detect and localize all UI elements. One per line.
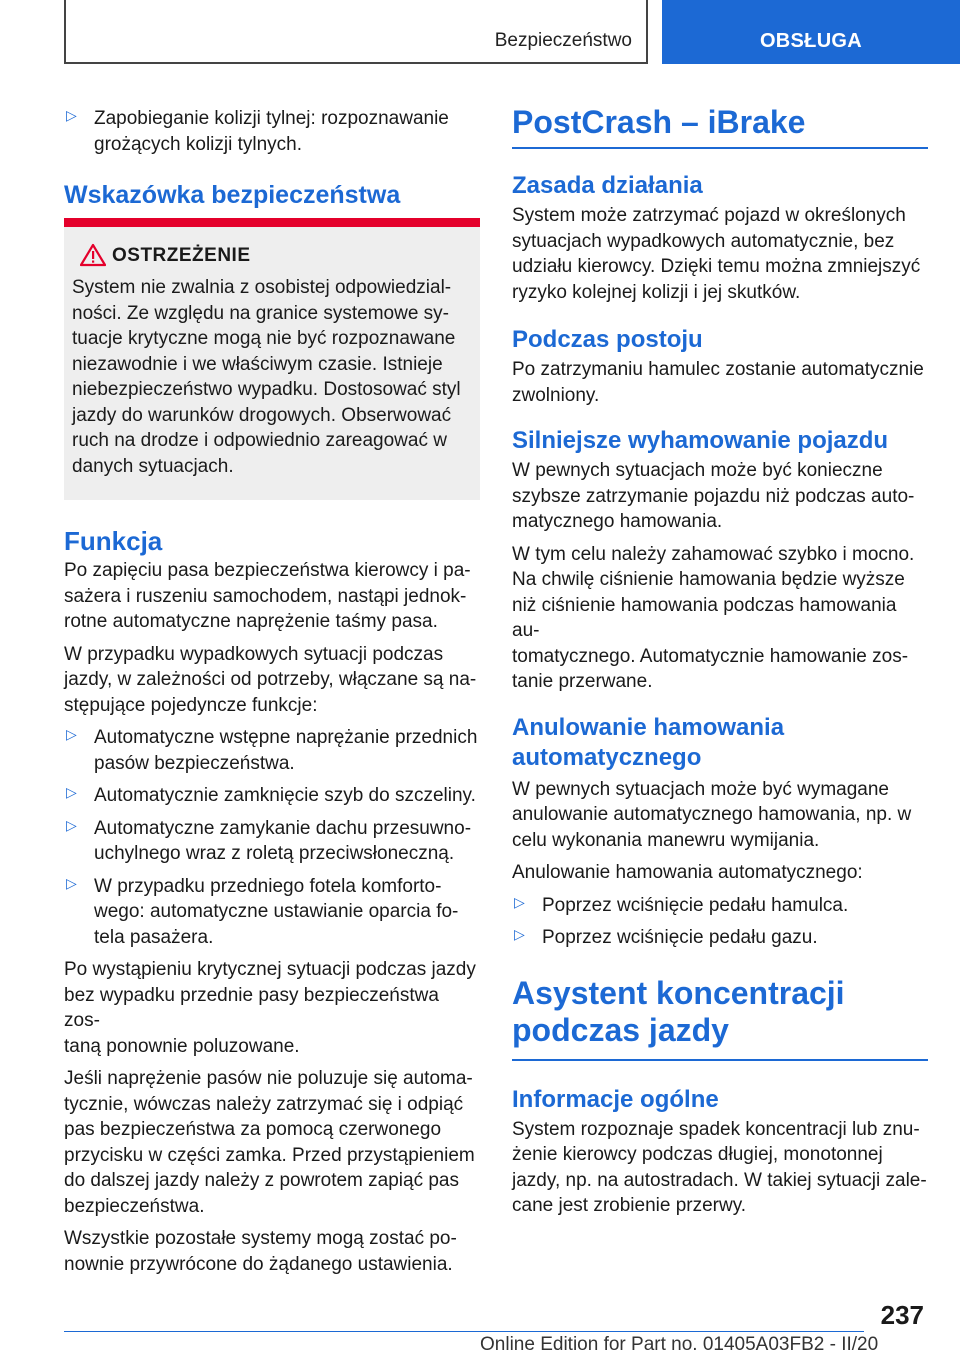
- right-column: [512, 104, 928, 1219]
- text-line: udziału kierowcy. Dzięki temu można zmniejszyć: [512, 256, 921, 277]
- text-line: tomatycznego. Automatycznie hamowanie zos-: [512, 645, 909, 667]
- text-line: Na chwilę ciśnienie hamowania będzie wyższe: [512, 569, 905, 590]
- text-line: celu wykonania manewru wymijania.: [512, 829, 820, 851]
- text-line: pasów bezpieczeństwa.: [94, 752, 295, 774]
- function-paragraph-3: [64, 957, 480, 1059]
- text-line: W pewnych sytuacjach może być konieczne: [512, 460, 883, 481]
- bullet-triangle-icon: ▷: [66, 874, 77, 891]
- text-line: Po wystąpieniu krytycznej sytuacji podczas jazdy: [64, 959, 476, 980]
- bullet-triangle-icon: ▷: [66, 726, 77, 742]
- postcrash-title: PostCrash – iBrake: [512, 104, 806, 140]
- warning-line: niezawodnie i we właściwym czasie. Istnieje: [72, 353, 443, 375]
- list-item: [64, 783, 480, 809]
- text-line: zwolniony.: [512, 384, 600, 406]
- text-line: jazdy, np. na autostradach. W takiej sytuacji zale-: [512, 1169, 927, 1191]
- text-line: sytuacjach wypadkowych automatycznie, bez: [512, 230, 895, 252]
- stronger-heading: Silniejsze wyhamowanie pojazdu: [512, 427, 889, 454]
- text-line: jazdy, w zależności od potrzeby, włączane są na-: [64, 669, 477, 690]
- list-item: [64, 816, 480, 867]
- text-line: Automatycznie zamknięcie szyb do szczeliny.: [94, 785, 476, 806]
- general-heading: Informacje ogólne: [512, 1085, 719, 1113]
- text-line: ryzyko kolejnej kolizji i jej skutków.: [512, 281, 801, 303]
- text-line: niż ciśnienie hamowania podczas hamowania au-: [512, 594, 897, 641]
- warning-line: jazdy do warunków drogowych. Obserwować: [72, 404, 452, 426]
- text-line: anulowanie automatycznego hamowania, np. w: [512, 804, 912, 825]
- text-line: tanie przerwane.: [512, 671, 653, 692]
- bullet-triangle-icon: ▷: [514, 926, 525, 942]
- warning-text: [72, 275, 472, 479]
- text-line: szybsze zatrzymanie pojazdu niż podczas auto-: [512, 485, 915, 507]
- title-rule: [512, 1059, 928, 1061]
- list-item: [512, 925, 928, 951]
- list-item: [512, 893, 928, 919]
- list-item: [64, 725, 480, 776]
- stronger-paragraph-2: [512, 542, 928, 695]
- text-line: przycisku w części zamka. Przed przystąpieniem: [64, 1144, 475, 1166]
- text-line: sażera i ruszeniu samochodem, nastąpi jednok-: [64, 585, 467, 607]
- principle-paragraph: [512, 203, 928, 305]
- text-line: Jeśli naprężenie pasów nie poluzuje się automa-: [64, 1068, 473, 1089]
- text-line: wego: automatyczne ustawianie oparcia fo-: [94, 901, 459, 922]
- warning-triangle-icon: [80, 243, 106, 273]
- text-line: rotne automatyczne naprężenie taśmy pasa.: [64, 611, 438, 632]
- text-line: taną ponownie poluzowane.: [64, 1035, 300, 1057]
- bullet-triangle-icon: ▷: [66, 107, 77, 123]
- text-line: Wszystkie pozostałe systemy mogą zostać po-: [64, 1228, 457, 1249]
- text-line: System rozpoznaje spadek koncentracji lub znu-: [512, 1118, 920, 1140]
- intro-bullet-text: Zapobieganie kolizji tylnej: rozpoznawanie grożących kolizji tylnych.: [94, 108, 449, 155]
- text-line: W tym celu należy zahamować szybko i mocno.: [512, 543, 915, 565]
- standstill-heading: Podczas postoju: [512, 326, 703, 353]
- function-paragraph-2: [64, 642, 480, 719]
- footer-edition: Online Edition for Part no. 01405A03FB2 - II/20: [480, 1334, 879, 1355]
- function-heading: Funkcja: [64, 526, 163, 556]
- header-frame: [64, 0, 648, 64]
- warning-line: System nie zwalnia z osobistej odpowiedzial-: [72, 277, 452, 298]
- text-line: do dalszej jazdy należy z powrotem zapiąć pas: [64, 1170, 459, 1191]
- text-line: stępujące pojedyncze funkcje:: [64, 694, 318, 716]
- warning-line: tuacje krytyczne mogą nie być rozpoznawane: [72, 328, 456, 349]
- text-line: tycznie, wówczas należy zatrzymać się i odpiąć: [64, 1093, 464, 1115]
- title-rule: [512, 147, 928, 149]
- warning-line: ności. Ze względu na granice systemowe sy-: [72, 302, 449, 324]
- attention-title: [512, 975, 928, 1049]
- function-paragraph-4: [64, 1066, 480, 1219]
- text-line: Po zapięciu pasa bezpieczeństwa kierowcy i pa-: [64, 560, 471, 581]
- text-line: Po zatrzymaniu hamulec zostanie automatycznie: [512, 359, 924, 380]
- text-line: bez wypadku przednie pasy bezpieczeństwa zos-: [64, 984, 439, 1031]
- warning-line: niebezpieczeństwo wypadku. Dostosować styl: [72, 379, 461, 400]
- warning-stripe: [64, 218, 480, 222]
- text-line: pas bezpieczeństwa za pomocą czerwonego: [64, 1119, 442, 1140]
- warning-line: danych sytuacjach.: [72, 455, 234, 477]
- stronger-paragraph-1: [512, 458, 928, 535]
- safety-heading: Wskazówka bezpieczeństwa: [64, 181, 401, 209]
- text-line: W przypadku przedniego fotela komforto-: [94, 875, 442, 897]
- list-item: [64, 106, 510, 157]
- footer-rule: [64, 1331, 864, 1332]
- text-line: cane jest zrobienie przerwy.: [512, 1195, 747, 1216]
- bullet-triangle-icon: ▷: [514, 893, 525, 910]
- cancel-heading: [512, 713, 928, 773]
- text-line: W przypadku wypadkowych sytuacji podczas: [64, 643, 444, 665]
- cancel-paragraph-1: [512, 777, 928, 854]
- header-tab-obsluga: OBSŁUGA: [662, 0, 960, 64]
- list-item: [64, 874, 480, 951]
- principle-heading: Zasada działania: [512, 172, 703, 199]
- text-line: nownie przywrócone do żądanego ustawienia.: [64, 1253, 453, 1275]
- text-line: matycznego hamowania.: [512, 511, 723, 532]
- text-line: System może zatrzymać pojazd w określonych: [512, 205, 906, 226]
- text-line: bezpieczeństwa.: [64, 1195, 205, 1217]
- warning-box: [64, 222, 480, 500]
- cancel-paragraph-2: Anulowanie hamowania automatycznego:: [512, 862, 863, 883]
- text-line: Automatyczne zamykanie dachu przesuwno-: [94, 817, 472, 839]
- function-paragraph-1: [64, 558, 480, 635]
- function-paragraph-5: [64, 1226, 480, 1277]
- header-section-title: Bezpieczeństwo: [494, 30, 632, 51]
- text-line: tela pasażera.: [94, 926, 214, 948]
- heading-line: podczas jazdy: [512, 1011, 729, 1048]
- function-section: [64, 526, 480, 1277]
- warning-title: OSTRZEŻENIE: [112, 245, 251, 266]
- page-number: 237: [880, 1300, 924, 1330]
- heading-line: Asystent koncentracji: [512, 974, 845, 1011]
- warning-title-row: [72, 245, 472, 275]
- heading-line: Anulowanie hamowania: [512, 713, 785, 741]
- text-line: żenie kierowcy podczas długiej, monotonnej: [512, 1144, 883, 1165]
- bullet-triangle-icon: ▷: [66, 816, 77, 833]
- warning-line: ruch na drodze i odpowiednio zareagować w: [72, 430, 447, 451]
- text-line: Poprzez wciśnięcie pedału gazu.: [542, 927, 818, 948]
- standstill-paragraph: [512, 357, 928, 408]
- text-line: uchylnego wraz z roletą przeciwsłoneczną.: [94, 843, 455, 864]
- text-line: Automatyczne wstępne naprężanie przednich: [94, 727, 478, 748]
- text-line: W pewnych sytuacjach może być wymagane: [512, 778, 889, 800]
- general-paragraph: [512, 1117, 928, 1219]
- text-line: Poprzez wciśnięcie pedału hamulca.: [542, 894, 849, 916]
- bullet-triangle-icon: ▷: [66, 784, 77, 800]
- heading-line: automatycznego: [512, 743, 702, 771]
